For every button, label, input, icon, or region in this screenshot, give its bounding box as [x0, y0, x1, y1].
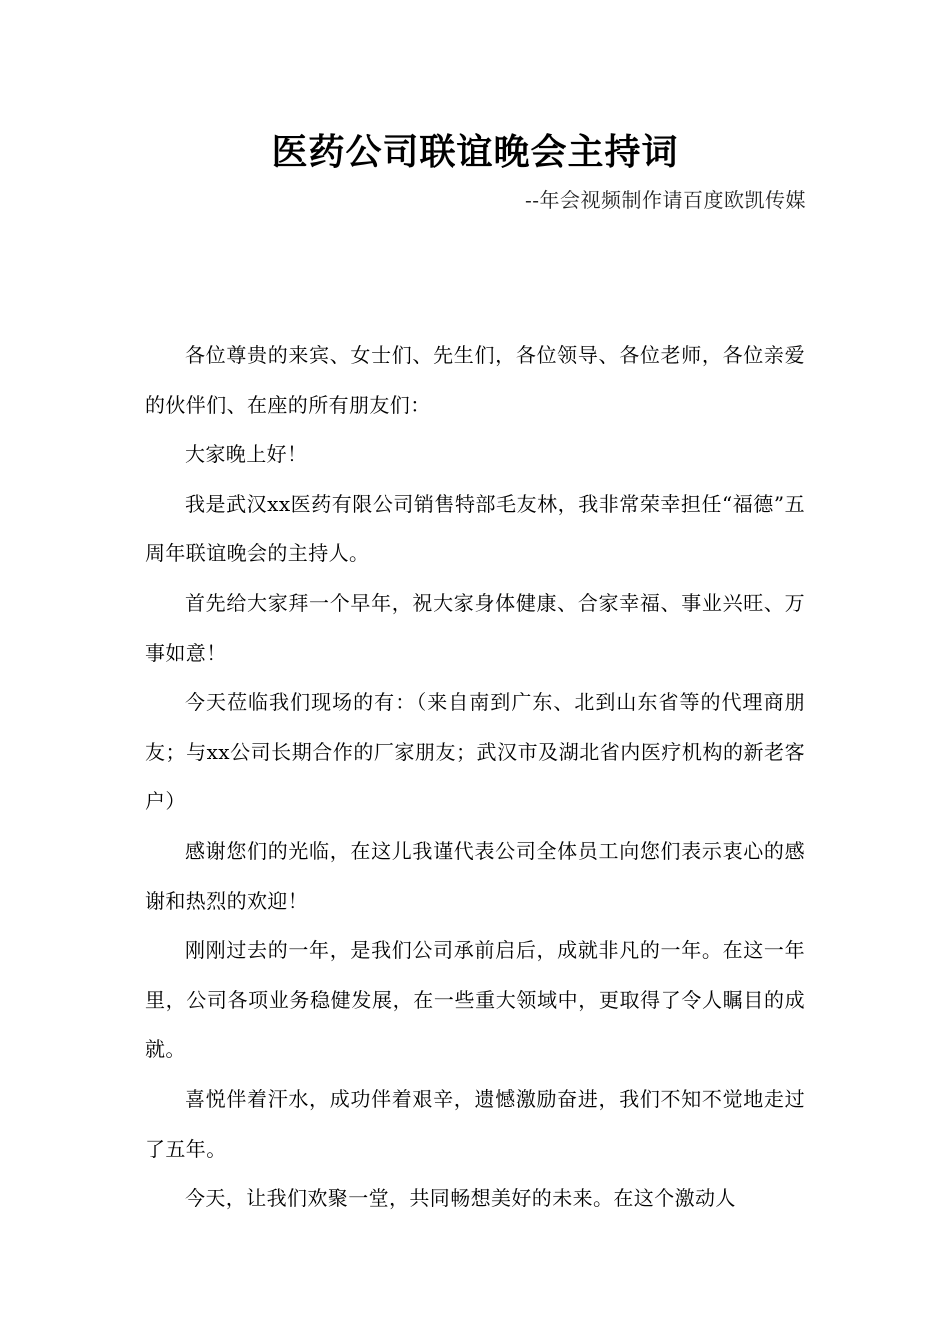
paragraph: 刚刚过去的一年，是我们公司承前启后，成就非凡的一年。在这一年里，公司各项业务稳健发展，在一些重大领域中，更取得了令人瞩目的成就。: [145, 938, 805, 1062]
document-subtitle: --年会视频制作请百度欧凯传媒: [524, 188, 806, 212]
paragraph: 喜悦伴着汗水，成功伴着艰辛，遗憾激励奋进，我们不知不觉地走过了五年。: [145, 1086, 805, 1161]
paragraph: 各位尊贵的来宾、女士们、先生们，各位领导、各位老师，各位亲爱的伙伴们、在座的所有朋友们：: [145, 343, 805, 417]
document-title: 医药公司联谊晚会主持词: [271, 131, 679, 173]
document-body: [145, 331, 805, 1224]
paragraph: 今天莅临我们现场的有：（来自南到广东、北到山东省等的代理商朋友；与xx公司长期合作的厂家朋友；武汉市及湖北省内医疗机构的新老客户）: [145, 690, 805, 814]
paragraph: 我是武汉xx医药有限公司销售特部毛友林，我非常荣幸担任“福德”五周年联谊晚会的主持人。: [145, 491, 805, 566]
paragraph: 今天，让我们欢聚一堂，共同畅想美好的未来。在这个激动人: [185, 1186, 736, 1211]
paragraph: 首先给大家拜一个早年，祝大家身体健康、合家幸福、事业兴旺、万事如意！: [145, 590, 805, 665]
paragraph: 感谢您们的光临，在这儿我谨代表公司全体员工向您们表示衷心的感谢和热烈的欢迎！: [145, 838, 805, 913]
paragraph: 大家晚上好！: [185, 442, 308, 467]
